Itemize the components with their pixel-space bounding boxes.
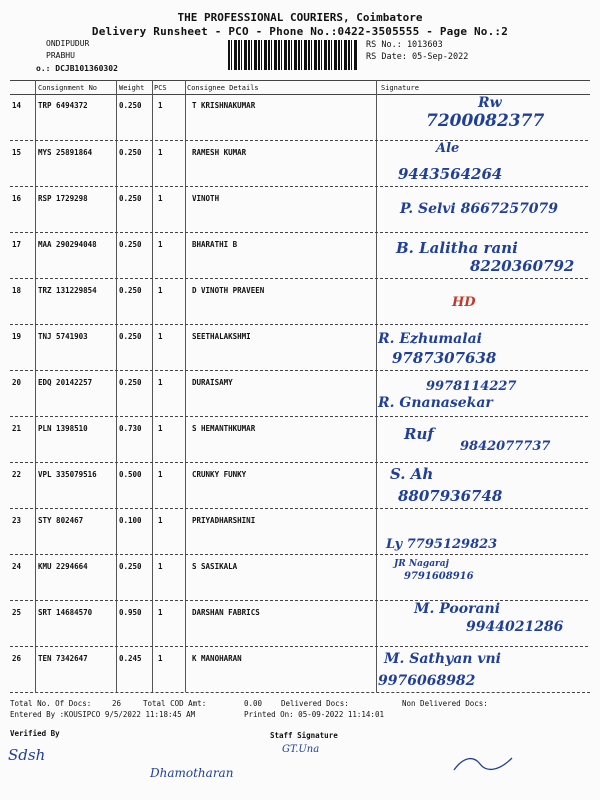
- serial-number: 23: [12, 516, 22, 525]
- signature-cell: [378, 95, 593, 139]
- consignment-number: KMU 2294664: [38, 562, 88, 571]
- page-title: THE PROFESSIONAL COURIERS, Coimbatore: [177, 11, 423, 24]
- delivered-docs-label: Delivered Docs:: [281, 699, 349, 708]
- area-name: ONDIPUDUR: [46, 39, 90, 48]
- consignee-name: RAMESH KUMAR: [192, 148, 247, 157]
- serial-number: 17: [12, 240, 22, 249]
- handwritten-signature: M. Sathyan vni: [384, 651, 501, 667]
- col-consignment: Consignment No: [38, 84, 98, 92]
- weight: 0.250: [119, 286, 142, 295]
- weight: 0.250: [119, 240, 142, 249]
- table-row: [0, 463, 600, 509]
- consignee-name: BHARATHI B: [192, 240, 238, 249]
- handwritten-phone: 9787307638: [392, 349, 497, 367]
- weight: 0.250: [119, 101, 142, 110]
- consignment-number: MYS 25891864: [38, 148, 93, 157]
- pieces: 1: [158, 332, 163, 341]
- signature-cell: [378, 371, 593, 415]
- table-row: [0, 417, 600, 463]
- total-docs-label: Total No. Of Docs:: [10, 699, 92, 708]
- handwritten-signature: Rw: [478, 95, 502, 111]
- signature-cell: [378, 417, 593, 461]
- signature-cell: [378, 233, 593, 277]
- handwritten-signature: B. Lalitha rani: [396, 239, 518, 257]
- handwritten-signature: R. Gnanasekar: [378, 395, 493, 411]
- weight: 0.730: [119, 424, 142, 433]
- signature-cell: [378, 463, 593, 507]
- consignment-number: STY 802467: [38, 516, 84, 525]
- consignee-name: K MANOHARAN: [192, 654, 242, 663]
- weight: 0.245: [119, 654, 142, 663]
- weight: 0.500: [119, 470, 142, 479]
- consignment-number: EDQ 20142257: [38, 378, 93, 387]
- staff-signature: Dhamotharan: [150, 766, 234, 780]
- consignment-number: TEN 7342647: [38, 654, 88, 663]
- consignment-number: VPL 335079516: [38, 470, 97, 479]
- handwritten-signature: P. Selvi 8667257079: [400, 201, 559, 217]
- serial-number: 26: [12, 654, 22, 663]
- table-row: [0, 555, 600, 601]
- table-row: [0, 509, 600, 555]
- serial-number: 22: [12, 470, 22, 479]
- weight: 0.100: [119, 516, 142, 525]
- weight: 0.250: [119, 194, 142, 203]
- serial-number: 16: [12, 194, 22, 203]
- serial-number: 19: [12, 332, 22, 341]
- serial-number: 25: [12, 608, 22, 617]
- serial-number: 15: [12, 148, 22, 157]
- table-row: [0, 279, 600, 325]
- col-signature: Signature: [381, 84, 419, 92]
- pieces: 1: [158, 470, 163, 479]
- table-row: [0, 141, 600, 187]
- pieces: 1: [158, 148, 163, 157]
- weight: 0.950: [119, 608, 142, 617]
- weight: 0.250: [119, 332, 142, 341]
- handwritten-phone: Ly 7795129823: [386, 537, 498, 552]
- consignment-number: TRP 6494372: [38, 101, 88, 110]
- consignment-number: RSP 1729298: [38, 194, 88, 203]
- pieces: 1: [158, 424, 163, 433]
- serial-number: 18: [12, 286, 22, 295]
- rs-date: RS Date: 05-Sep-2022: [366, 52, 469, 62]
- weight: 0.250: [119, 378, 142, 387]
- handwritten-phone: 9842077737: [460, 439, 551, 454]
- consignee-name: S HEMANTHKUMAR: [192, 424, 256, 433]
- col-pcs: PCS: [154, 84, 167, 92]
- pieces: 1: [158, 654, 163, 663]
- consignment-number: TRZ 131229854: [38, 286, 97, 295]
- table-row: [0, 371, 600, 417]
- handwritten-signature: R. Ezhumalai: [378, 331, 482, 347]
- weight: 0.250: [119, 148, 142, 157]
- table-row: [0, 187, 600, 233]
- pieces: 1: [158, 608, 163, 617]
- handwritten-phone: 9978114227: [426, 379, 517, 394]
- header-rule: [10, 80, 590, 81]
- handwritten-signature: Ruf: [404, 425, 434, 443]
- signature-cell: [378, 279, 593, 323]
- handwritten-phone: 7200082377: [426, 111, 545, 131]
- handwritten-phone: 9443564264: [398, 165, 503, 183]
- serial-number: 14: [12, 101, 22, 110]
- table-bottom-rule: [10, 692, 590, 693]
- pieces: 1: [158, 562, 163, 571]
- serial-number: 24: [12, 562, 22, 571]
- pieces: 1: [158, 101, 163, 110]
- table-header: [0, 82, 600, 94]
- signature-cell: [378, 601, 593, 645]
- pieces: 1: [158, 286, 163, 295]
- col-weight: Weight: [119, 84, 145, 92]
- consignment-number: PLN 1398510: [38, 424, 88, 433]
- handwritten-signature: M. Poorani: [414, 601, 501, 617]
- signature-cell: [378, 509, 593, 553]
- docket-number: o.: DCJB101360302: [36, 64, 118, 73]
- delivery-staff-name: PRABHU: [46, 51, 75, 60]
- signature-stroke: [454, 758, 512, 770]
- pieces: 1: [158, 516, 163, 525]
- consignment-number: TNJ 5741903: [38, 332, 88, 341]
- serial-number: 20: [12, 378, 22, 387]
- consignee-name: DURAISAMY: [192, 378, 233, 387]
- handwritten-signature: JR Nagaraj: [394, 559, 449, 569]
- consignee-name: SEETHALAKSHMI: [192, 332, 251, 341]
- entry-line: [10, 710, 590, 722]
- signature-cell: [378, 325, 593, 369]
- hd-annotation: HD: [452, 295, 476, 310]
- signature-squiggle: [450, 752, 520, 776]
- rs-number: RS No.: 1013603: [366, 40, 443, 50]
- signature-cell: [378, 647, 593, 691]
- handwritten-phone: 9791608916: [404, 571, 474, 582]
- consignee-name: T KRISHNAKUMAR: [192, 101, 256, 110]
- signature-cell: [378, 555, 593, 599]
- consignee-name: PRIYADHARSHINI: [192, 516, 256, 525]
- table-row: [0, 233, 600, 279]
- consignee-name: CRUNKY FUNKY: [192, 470, 247, 479]
- verified-signature: Sdsh: [8, 746, 46, 764]
- handwritten-phone: 8220360792: [470, 257, 575, 275]
- total-docs-value: 26: [112, 699, 122, 708]
- consignee-name: S SASIKALA: [192, 562, 238, 571]
- page-subtitle: Delivery Runsheet - PCO - Phone No.:0422-3505555 - Page No.:2: [91, 25, 509, 38]
- consignee-name: DARSHAN FABRICS: [192, 608, 260, 617]
- table-row: [0, 601, 600, 647]
- handwritten-signature: Ale: [436, 141, 460, 156]
- handwritten-signature: S. Ah: [390, 465, 434, 483]
- handwritten-phone: 9976068982: [378, 673, 476, 689]
- barcode: [228, 40, 358, 70]
- pieces: 1: [158, 378, 163, 387]
- serial-number: 21: [12, 424, 22, 433]
- table-row: [0, 647, 600, 693]
- consignee-name: VINOTH: [192, 194, 220, 203]
- verified-by-label: Verified By: [10, 729, 60, 738]
- pieces: 1: [158, 194, 163, 203]
- handwritten-phone: 8807936748: [398, 487, 503, 505]
- printed-on: Printed On: 05-09-2022 11:14:01: [244, 710, 384, 719]
- staff-signature-scribble: GT.Una: [282, 744, 320, 755]
- weight: 0.250: [119, 562, 142, 571]
- pieces: 1: [158, 240, 163, 249]
- table-row: [0, 325, 600, 371]
- staff-signature-label: Staff Signature: [270, 731, 338, 740]
- col-consignee: Consignee Details: [187, 84, 259, 92]
- consignment-number: SRT 14684570: [38, 608, 93, 617]
- cod-value: 0.00: [244, 699, 263, 708]
- cod-label: Total COD Amt:: [143, 699, 207, 708]
- signature-cell: [378, 187, 593, 231]
- consignment-number: MAA 290294048: [38, 240, 97, 249]
- consignee-name: D VINOTH PRAVEEN: [192, 286, 265, 295]
- handwritten-phone: 9944021286: [466, 619, 564, 635]
- signature-cell: [378, 141, 593, 185]
- entered-by: Entered By :KOUSIPCO 9/5/2022 11:18:45 AM: [10, 710, 196, 719]
- table-row: [0, 95, 600, 141]
- non-delivered-docs-label: Non Delivered Docs:: [402, 699, 488, 708]
